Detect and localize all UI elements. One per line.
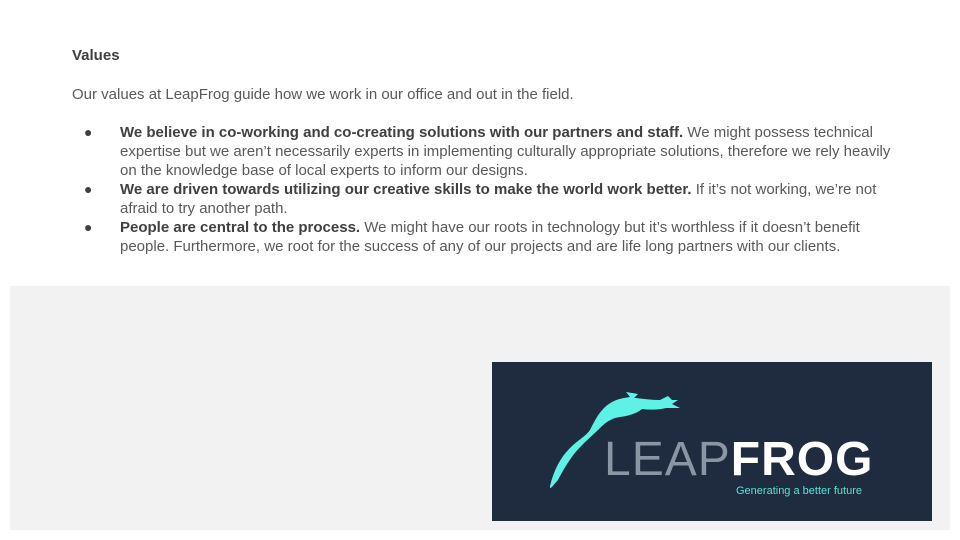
wordmark-frog: FROG xyxy=(730,433,874,486)
value-item xyxy=(72,218,902,256)
bullet-icon: ● xyxy=(84,219,93,235)
logo-tagline: Generating a better future xyxy=(736,485,862,497)
value-lead: We believe in co-working and co-creating solutions with our partners and staff. xyxy=(120,124,684,141)
value-item xyxy=(72,123,902,180)
logo-wordmark xyxy=(604,434,873,486)
wordmark-leap: LEAP xyxy=(604,433,731,486)
value-item xyxy=(72,180,902,218)
bullet-icon: ● xyxy=(84,124,93,140)
section-heading: Values xyxy=(72,47,120,64)
values-list xyxy=(72,123,902,256)
leapfrog-logo xyxy=(492,362,932,521)
value-body: If it’s not working, we’re not afraid to try another path. xyxy=(120,181,877,217)
bullet-icon: ● xyxy=(84,181,93,197)
value-lead: People are central to the process. xyxy=(120,219,361,236)
intro-text: Our values at LeapFrog guide how we work in our office and out in the field. xyxy=(72,86,574,103)
value-body: We might possess technical expertise but we aren’t necessarily experts in implementing culturally appropriate solutions, therefore we rely heavily on the knowledge base of local experts to inform our designs. xyxy=(120,124,891,179)
value-lead: We are driven towards utilizing our creative skills to make the world work better. xyxy=(120,181,692,198)
value-body: We might have our roots in technology but it’s worthless if it doesn’t benefit people. Furthermore, we root for the success of any of our projects and are life long partners with our clients. xyxy=(120,219,860,255)
